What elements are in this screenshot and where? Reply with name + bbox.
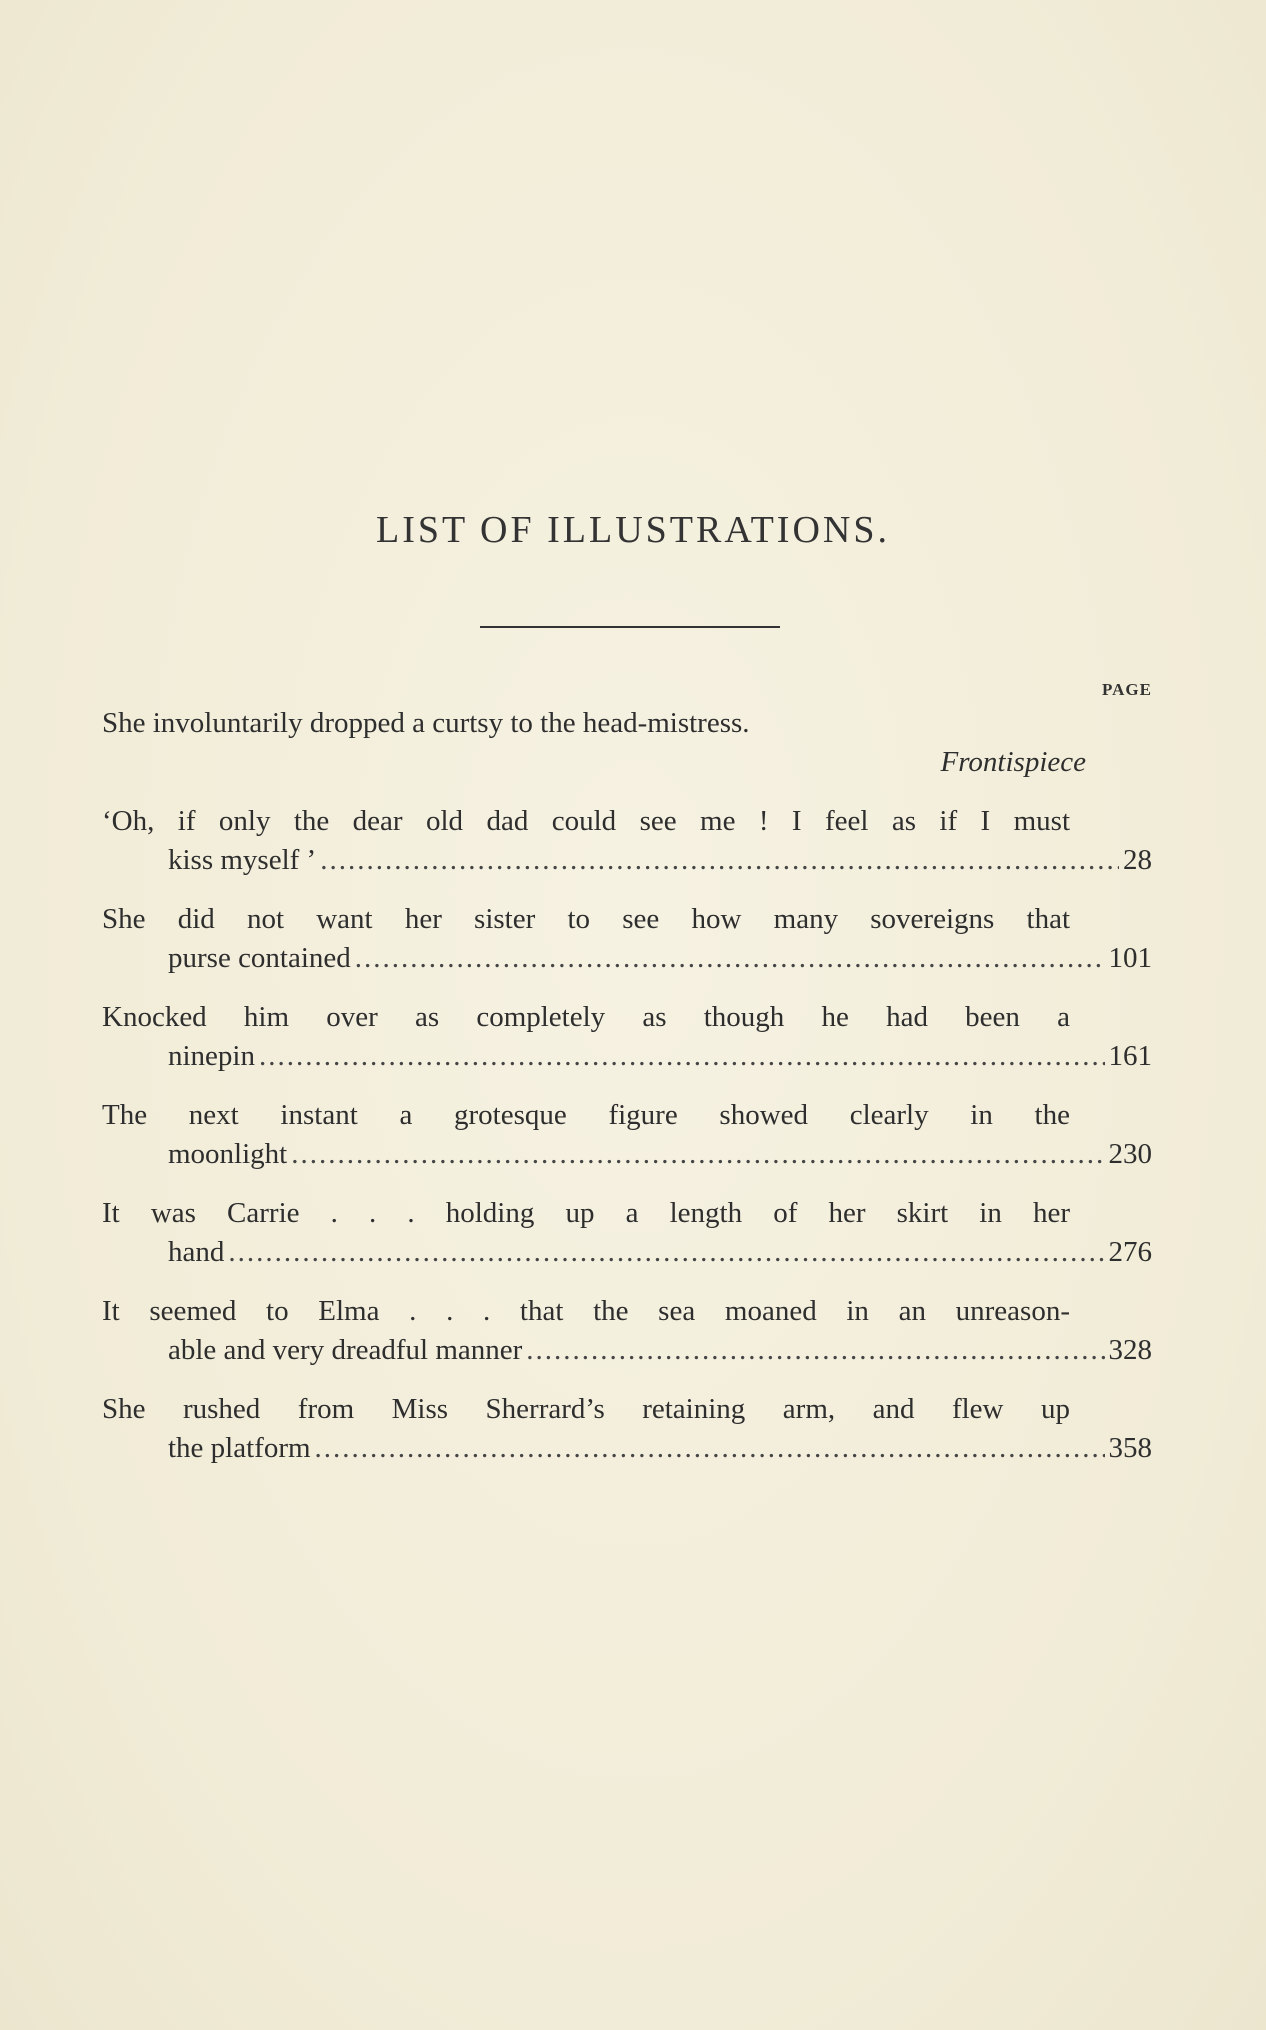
dot-leader <box>315 1429 1105 1468</box>
list-item <box>102 802 1152 880</box>
list-item <box>102 900 1152 978</box>
entry-caption-continued: purse contained <box>168 942 351 974</box>
dot-leader <box>355 939 1105 978</box>
entry-page-number: 276 <box>1108 1236 1152 1268</box>
entry-caption-continued: able and very dreadful manner <box>168 1334 523 1366</box>
page-column-label: PAGE <box>1102 680 1152 699</box>
dot-leader <box>291 1135 1104 1174</box>
entry-page-number: 28 <box>1123 844 1152 876</box>
list-item <box>102 1390 1152 1468</box>
illustrations-list <box>102 680 1152 1488</box>
entry-caption: It was Carrie . . . holding up a length of her skirt in her <box>102 1197 1070 1229</box>
entry-caption: She did not want her sister to see how many sovereigns that <box>102 903 1070 935</box>
entry-frontispiece-label: Frontispiece <box>940 746 1086 778</box>
entry-caption-continued: kiss myself ’ <box>168 844 317 876</box>
entry-page-number: 328 <box>1108 1334 1152 1366</box>
entry-caption: It seemed to Elma . . . that the sea moaned in an unreason- <box>102 1295 1070 1327</box>
page-title: LIST OF ILLUSTRATIONS. <box>376 509 890 551</box>
entry-caption: ‘Oh, if only the dear old dad could see me ! I feel as if I must <box>102 805 1070 837</box>
entry-caption-continued: the platform <box>168 1432 311 1464</box>
entry-caption: The next instant a grotesque figure showed clearly in the <box>102 1099 1070 1131</box>
entry-caption-continued: ninepin <box>168 1040 255 1072</box>
entry-caption-continued: hand <box>168 1236 225 1268</box>
list-item <box>102 1096 1152 1174</box>
dot-leader <box>228 1233 1104 1272</box>
dot-leader <box>320 841 1119 880</box>
entry-caption: She involuntarily dropped a curtsy to the head-mistress. <box>102 707 750 739</box>
list-item <box>102 1194 1152 1272</box>
entry-caption: Knocked him over as completely as though he had been a <box>102 1001 1070 1033</box>
list-item-frontispiece <box>102 704 1152 782</box>
entry-page-number: 101 <box>1108 942 1152 974</box>
list-item <box>102 998 1152 1076</box>
entry-caption: She rushed from Miss Sherrard’s retaining arm, and flew up <box>102 1393 1070 1425</box>
entry-caption-continued: moonlight <box>168 1138 288 1170</box>
entry-page-number: 358 <box>1108 1432 1152 1464</box>
title-rule <box>480 626 780 628</box>
list-item <box>102 1292 1152 1370</box>
entry-page-number: 230 <box>1108 1138 1152 1170</box>
dot-leader <box>259 1037 1105 1076</box>
dot-leader <box>526 1331 1104 1370</box>
entry-page-number: 161 <box>1108 1040 1152 1072</box>
